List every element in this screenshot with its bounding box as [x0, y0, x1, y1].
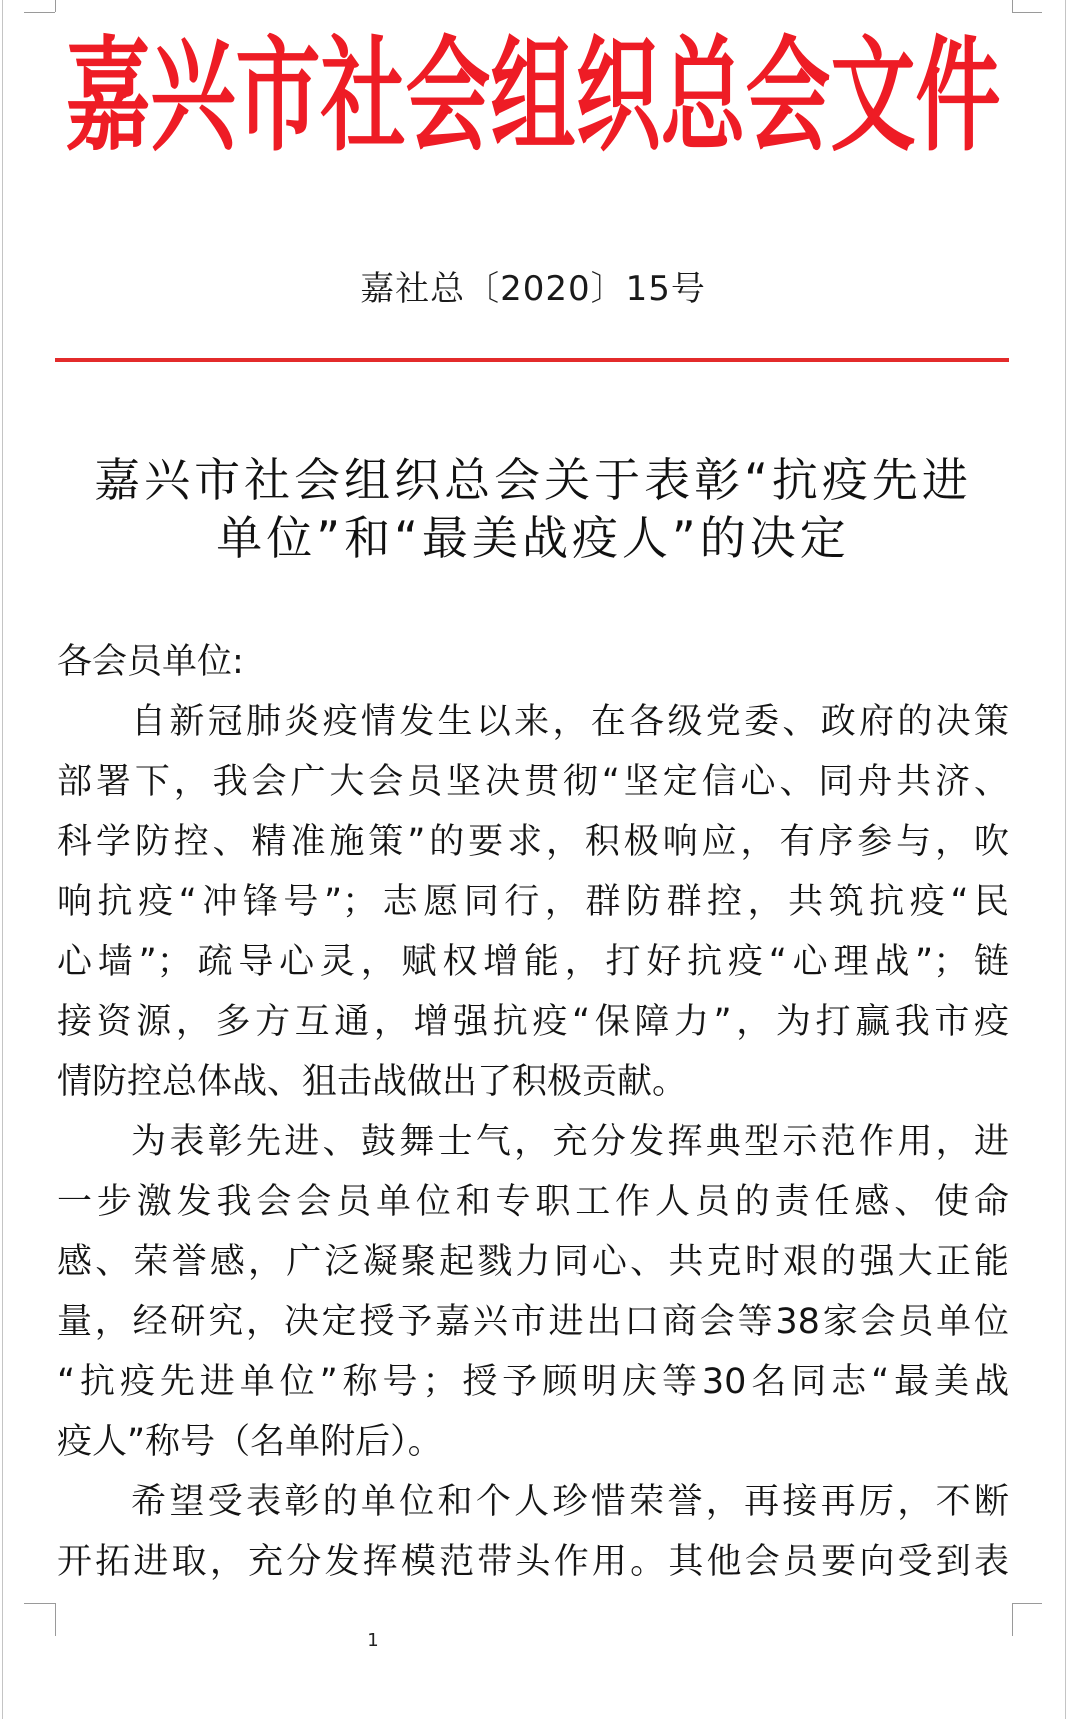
document-title — [57, 451, 1009, 567]
red-separator-rule — [55, 358, 1009, 362]
crop-mark-top-right-horizontal — [1012, 12, 1042, 13]
crop-mark-top-right-vertical — [1012, 0, 1013, 12]
paragraph-2 — [57, 1112, 1009, 1472]
salutation: 各会员单位: — [57, 642, 244, 682]
body-line: 响抗疫“冲锋号”；志愿同行，群防群控，共筑抗疫“民 — [57, 882, 1009, 922]
page-number: 1 — [367, 1630, 379, 1651]
body-line: 量，经研究，决定授予嘉兴市进出口商会等38家会员单位 — [57, 1302, 1009, 1342]
body-line: 希望受表彰的单位和个人珍惜荣誉，再接再厉，不断 — [131, 1482, 1009, 1522]
document-body — [57, 632, 1009, 1592]
body-line: 为表彰先进、鼓舞士气，充分发挥典型示范作用，进 — [131, 1122, 1009, 1162]
body-line: “抗疫先进单位”称号；授予顾明庆等30名同志“最美战 — [57, 1362, 1009, 1402]
body-line: 一步激发我会会员单位和专职工作人员的责任感、使命 — [57, 1182, 1009, 1222]
crop-mark-bottom-right-vertical — [1012, 1603, 1013, 1636]
paragraph-1 — [57, 692, 1009, 1112]
body-line: 开拓进取，充分发挥模范带头作用。其他会员要向受到表 — [57, 1542, 1009, 1582]
crop-mark-bottom-right-horizontal — [1012, 1603, 1042, 1604]
body-line: 部署下，我会广大会员坚决贯彻“坚定信心、同舟共济、 — [57, 762, 1009, 802]
crop-mark-top-left-horizontal — [24, 12, 55, 13]
body-line: 自新冠肺炎疫情发生以来，在各级党委、政府的决策 — [131, 702, 1009, 742]
issuer-header-title — [57, 25, 1009, 170]
body-line: 疫人”称号（名单附后）。 — [57, 1422, 443, 1462]
document-title-line: 单位”和“最美战疫人”的决定 — [216, 511, 850, 565]
body-line: 感、荣誉感，广泛凝聚起戮力同心、共克时艰的强大正能 — [57, 1242, 1009, 1282]
page-edge-left — [2, 0, 3, 1719]
crop-mark-bottom-left-horizontal — [24, 1603, 55, 1604]
body-line: 接资源，多方互通，增强抗疫“保障力”，为打赢我市疫 — [57, 1002, 1009, 1042]
crop-mark-top-left-vertical — [55, 0, 56, 12]
body-line: 情防控总体战、狙击战做出了积极贡献。 — [57, 1062, 688, 1102]
page-edge-right — [1065, 0, 1066, 1719]
paragraph-3 — [57, 1472, 1009, 1592]
document-title-line: 嘉兴市社会组织总会关于表彰“抗疫先进 — [94, 453, 972, 507]
crop-mark-bottom-left-vertical — [55, 1603, 56, 1636]
body-line: 科学防控、精准施策”的要求，积极响应，有序参与，吹 — [57, 822, 1009, 862]
issuer-header-text: 嘉兴市社会组织总会文件 — [65, 25, 1001, 170]
document-number: 嘉社总〔2020〕15号 — [360, 269, 706, 309]
body-line: 心墙”；疏导心灵，赋权增能，打好抗疫“心理战”；链 — [57, 942, 1009, 982]
